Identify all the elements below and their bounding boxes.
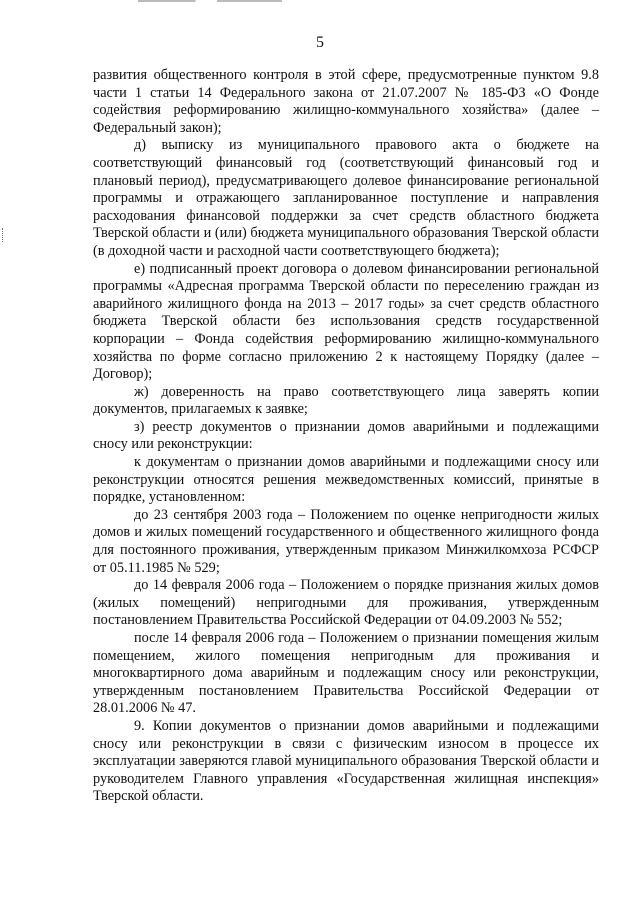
paragraph-continuation: развития общественного контроля в этой сфере, предусмотренные пунктом 9.8 части 1 статьи 14 Федерального закона от 21.07.2007 № 185-ФЗ «О Фонде содействия реформированию жилищно-коммунального хозяйства» (далее – Федеральный закон); [93, 67, 599, 136]
paragraph-after-2006: после 14 февраля 2006 года – Положением о признании помещения жилым помещением, жилого помещения непригодным для проживания и многоквартирного дома аварийным и подлежащим сносу или реконструкции, утвержденным постановлением Правительства Российской Федерации от 28.01.2006 № 47. [93, 630, 599, 717]
page-number: 5 [316, 34, 324, 51]
paragraph-item-d: д) выписку из муниципального правового акта о бюджете на соответствующий финансовый год (соответствующий финансовый год и плановый период), предусматривающего долевое финансирование региональной программы и отражающего запланированное поступление и направления расходования финансовой поддержки за счет средств областного бюджета Тверской области и (или) бюджета муниципального образования Тверской области (в доходной части и расходной части соответствующего бюджета); [93, 137, 599, 259]
paragraph-documents-list: к документам о признании домов аварийными и подлежащими сносу или реконструкции относятся решения межведомственных комиссий, принятые в порядке, установленном: [93, 454, 599, 506]
paragraph-item-z: з) реестр документов о признании домов аварийными и подлежащими сносу или реконструкции: [93, 418, 599, 453]
scan-artifact-top [138, 0, 282, 2]
paragraph-item-zh: ж) доверенность на право соответствующего лица заверять копии документов, прилагаемых к заявке; [93, 383, 599, 418]
paragraph-item-e: е) подписанный проект договора о долевом финансировании региональной программы «Адресная программа Тверской области по переселению граждан из аварийного жилищного фонда на 2013 – 2017 годы» за счет средств областного бюджета Тверской области без использования средств государственной корпорации – Фонда содействия реформированию жилищно-коммунального хозяйства по форме согласно приложению 2 к настоящему Порядку (далее – Договор); [93, 260, 599, 383]
document-body [93, 67, 599, 806]
paragraph-before-2003: до 23 сентября 2003 года – Положением по оценке непригодности жилых домов и жилых помещений государственного и общественного жилищного фонда для постоянного проживания, утвержденным приказом Минжилкомхоза РСФСР от 05.11.1985 № 529; [93, 506, 599, 576]
paragraph-clause-9: 9. Копии документов о признании домов аварийными и подлежащими сносу или реконструкции в связи с физическим износом в процессе их эксплуатации заверяются главой муниципального образования Тверской области и руководителем Главного управления «Государственная жилищная инспекция» Тверской области. [93, 717, 599, 805]
paragraph-before-2006: до 14 февраля 2006 года – Положением о порядке признания жилых домов (жилых помещений) непригодными для проживания, утвержденным постановлением Правительства Российской Федерации от 04.09.2003 № 552; [93, 577, 599, 629]
scan-artifact-edge [2, 228, 5, 242]
